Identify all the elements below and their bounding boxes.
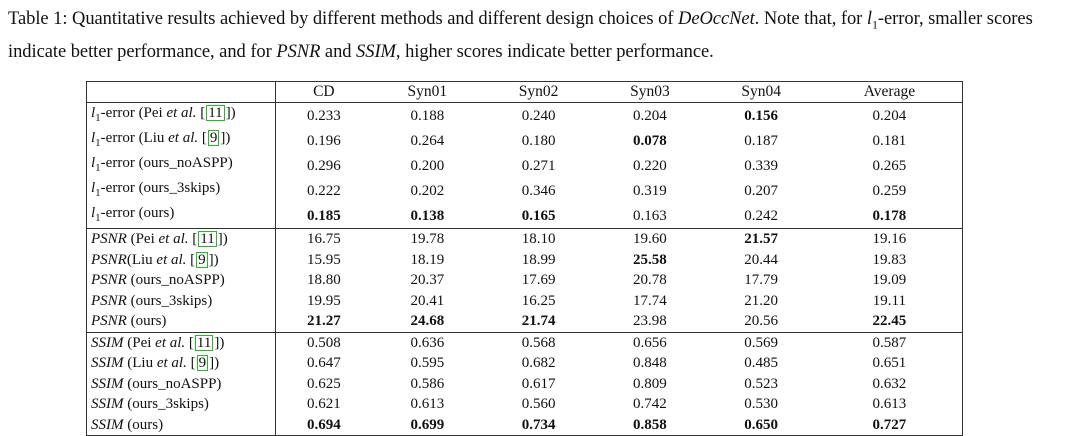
value-cell: 0.809 bbox=[633, 375, 667, 392]
value-cell: 0.259 bbox=[872, 182, 907, 199]
metric-name: SSIM bbox=[91, 334, 124, 351]
method-cell bbox=[87, 415, 276, 436]
method-name: (ours_3skips) bbox=[126, 292, 213, 309]
value-cell: 15.95 bbox=[306, 251, 341, 268]
table-row bbox=[87, 311, 963, 332]
table-row bbox=[87, 153, 963, 178]
value-cell: 0.586 bbox=[410, 375, 445, 392]
citation-link[interactable]: 11 bbox=[196, 334, 212, 351]
value-cell: 0.240 bbox=[483, 103, 594, 129]
method-cell bbox=[87, 374, 276, 395]
value-cell: 0.296 bbox=[306, 157, 341, 174]
value-cell: 0.617 bbox=[521, 375, 556, 392]
value-cell: 0.651 bbox=[872, 355, 907, 372]
caption-text-3: -error, smaller scores indicate better performance, and for bbox=[8, 9, 1033, 62]
value-cell: 0.587 bbox=[817, 332, 963, 353]
value-cell: 0.138 bbox=[410, 207, 445, 224]
citation-open: [ bbox=[198, 130, 207, 146]
method-author: (Pei bbox=[134, 105, 167, 121]
value-cell: 0.699 bbox=[410, 416, 445, 433]
caption-psnr: PSNR bbox=[276, 41, 321, 62]
method-cell bbox=[87, 203, 276, 229]
value-cell: 0.078 bbox=[633, 132, 667, 149]
citation-close: ]) bbox=[225, 105, 236, 121]
value-cell: 0.204 bbox=[594, 103, 705, 129]
metric-suffix: -error bbox=[100, 130, 135, 146]
value-cell: 0.595 bbox=[410, 355, 445, 372]
value-cell: 0.346 bbox=[521, 182, 556, 199]
method-author: (Liu bbox=[134, 130, 169, 146]
metric-name: PSNR bbox=[91, 292, 127, 309]
column-header: Syn01 bbox=[372, 82, 483, 103]
method-cell bbox=[87, 178, 276, 203]
citation-link[interactable]: 9 bbox=[198, 355, 207, 372]
table-header-row bbox=[87, 82, 963, 103]
value-cell: 0.319 bbox=[633, 182, 667, 199]
value-cell: 0.694 bbox=[306, 416, 341, 433]
table-body bbox=[87, 103, 963, 436]
table-row bbox=[87, 270, 963, 291]
value-cell: 0.508 bbox=[276, 332, 372, 353]
method-author: (Pei bbox=[123, 334, 156, 351]
metric-subscript: 1 bbox=[95, 112, 101, 124]
metric-name: l bbox=[91, 180, 96, 196]
method-etal: et al. bbox=[168, 130, 199, 146]
metric-name: l bbox=[91, 155, 96, 171]
metric-name: l bbox=[91, 105, 96, 121]
value-cell: 0.848 bbox=[633, 355, 667, 372]
method-cell bbox=[87, 250, 276, 271]
citation-link[interactable]: 9 bbox=[209, 130, 218, 146]
citation-link[interactable]: 9 bbox=[198, 251, 206, 268]
metric-suffix: -error bbox=[100, 180, 135, 196]
caption-text-2: . Note that, for bbox=[754, 9, 863, 29]
column-header: Average bbox=[817, 82, 963, 103]
metric-suffix: -error bbox=[100, 155, 135, 171]
metric-subscript: 1 bbox=[95, 187, 101, 199]
table-row bbox=[87, 203, 963, 229]
value-cell: 0.207 bbox=[744, 182, 779, 199]
value-cell: 0.682 bbox=[521, 355, 556, 372]
citation-close: ]) bbox=[208, 251, 219, 268]
metric-suffix: -error bbox=[100, 105, 135, 121]
value-cell: 19.78 bbox=[372, 229, 483, 250]
method-cell bbox=[87, 353, 276, 374]
table-row bbox=[87, 229, 963, 250]
value-cell: 0.196 bbox=[306, 132, 341, 149]
method-name: (ours) bbox=[123, 416, 164, 433]
value-cell: 24.68 bbox=[410, 313, 445, 330]
value-cell: 19.60 bbox=[594, 229, 705, 250]
citation-open: [ bbox=[186, 355, 196, 372]
value-cell: 0.233 bbox=[276, 103, 372, 129]
method-cell bbox=[87, 229, 276, 250]
table-row bbox=[87, 353, 963, 374]
value-cell: 22.45 bbox=[872, 313, 907, 330]
citation-open: [ bbox=[186, 251, 196, 268]
value-cell: 18.10 bbox=[483, 229, 594, 250]
value-cell: 0.204 bbox=[817, 103, 963, 129]
value-cell: 19.95 bbox=[306, 292, 341, 309]
value-cell: 0.636 bbox=[372, 332, 483, 353]
method-etal: et al. bbox=[158, 231, 189, 248]
caption-ssim: SSIM bbox=[356, 41, 396, 62]
metric-name: SSIM bbox=[91, 355, 124, 372]
citation-close: ]) bbox=[217, 231, 228, 248]
value-cell: 20.41 bbox=[410, 292, 445, 309]
value-cell: 18.99 bbox=[521, 251, 556, 268]
method-name: (ours_3skips) bbox=[134, 180, 221, 196]
value-cell: 0.271 bbox=[521, 157, 556, 174]
method-name: (ours_noASPP) bbox=[134, 155, 233, 171]
value-cell: 16.25 bbox=[521, 292, 556, 309]
column-header: Syn02 bbox=[483, 82, 594, 103]
table-row bbox=[87, 250, 963, 271]
citation-close: ]) bbox=[214, 334, 225, 351]
method-name: (ours) bbox=[134, 205, 175, 221]
header-corner-cell bbox=[87, 82, 276, 103]
method-cell bbox=[87, 332, 276, 353]
value-cell: 19.11 bbox=[872, 292, 906, 309]
value-cell: 0.613 bbox=[872, 396, 907, 413]
value-cell: 0.625 bbox=[306, 375, 341, 392]
value-cell: 0.242 bbox=[744, 207, 779, 224]
method-cell bbox=[87, 291, 276, 312]
method-etal: et al. bbox=[156, 355, 187, 372]
value-cell: 0.621 bbox=[306, 396, 341, 413]
value-cell: 0.742 bbox=[633, 396, 667, 413]
value-cell: 19.16 bbox=[817, 229, 963, 250]
value-cell: 0.180 bbox=[521, 132, 556, 149]
table-row bbox=[87, 415, 963, 436]
value-cell: 17.79 bbox=[744, 272, 779, 289]
method-etal: et al. bbox=[166, 105, 197, 121]
metric-subscript: 1 bbox=[95, 137, 101, 149]
metric-name: SSIM bbox=[91, 416, 124, 433]
caption-l1-subscript: 1 bbox=[871, 17, 878, 32]
metric-name: l bbox=[91, 130, 96, 146]
value-cell: 0.523 bbox=[744, 375, 779, 392]
caption-method-name: DeOccNet bbox=[678, 9, 755, 29]
column-header: Syn03 bbox=[594, 82, 705, 103]
method-author: (Liu bbox=[126, 251, 157, 268]
value-cell: 0.185 bbox=[306, 207, 341, 224]
value-cell: 0.156 bbox=[706, 103, 817, 129]
table-row bbox=[87, 103, 963, 129]
value-cell: 21.20 bbox=[744, 292, 779, 309]
column-header: Syn04 bbox=[706, 82, 817, 103]
value-cell: 21.74 bbox=[521, 313, 556, 330]
metric-subscript: 1 bbox=[95, 212, 101, 224]
table-row bbox=[87, 291, 963, 312]
results-table bbox=[86, 81, 963, 436]
citation-close: ]) bbox=[209, 355, 220, 372]
value-cell: 0.202 bbox=[410, 182, 445, 199]
value-cell: 21.27 bbox=[306, 313, 341, 330]
value-cell: 0.485 bbox=[744, 355, 779, 372]
metric-subscript: 1 bbox=[95, 162, 101, 174]
value-cell: 20.37 bbox=[410, 272, 445, 289]
column-header: CD bbox=[276, 82, 372, 103]
method-name: (ours) bbox=[126, 313, 167, 330]
value-cell: 0.188 bbox=[372, 103, 483, 129]
value-cell: 0.568 bbox=[483, 332, 594, 353]
value-cell: 0.858 bbox=[633, 416, 667, 433]
caption-text-end: , higher scores indicate better performance. bbox=[395, 41, 714, 62]
table-row bbox=[87, 332, 963, 353]
method-cell bbox=[87, 103, 276, 129]
value-cell: 20.56 bbox=[744, 313, 779, 330]
method-author: (Liu bbox=[123, 355, 157, 372]
value-cell: 20.44 bbox=[744, 251, 779, 268]
value-cell: 0.265 bbox=[872, 157, 907, 174]
metric-name: SSIM bbox=[91, 375, 124, 392]
value-cell: 18.19 bbox=[410, 251, 445, 268]
method-cell bbox=[87, 311, 276, 332]
metric-name: PSNR bbox=[91, 313, 127, 330]
value-cell: 0.200 bbox=[410, 157, 445, 174]
citation-link[interactable]: 11 bbox=[200, 231, 215, 248]
method-cell bbox=[87, 270, 276, 291]
method-name: (ours_3skips) bbox=[123, 396, 209, 413]
value-cell: 0.187 bbox=[744, 132, 779, 149]
value-cell: 0.734 bbox=[521, 416, 556, 433]
value-cell: 0.727 bbox=[872, 416, 907, 433]
value-cell: 0.632 bbox=[872, 375, 907, 392]
value-cell: 0.222 bbox=[306, 182, 341, 199]
value-cell: 0.220 bbox=[633, 157, 667, 174]
value-cell: 0.647 bbox=[306, 355, 341, 372]
value-cell: 0.165 bbox=[521, 207, 556, 224]
table-row bbox=[87, 128, 963, 153]
method-etal: et al. bbox=[156, 251, 187, 268]
value-cell: 0.264 bbox=[410, 132, 445, 149]
value-cell: 25.58 bbox=[633, 251, 667, 268]
value-cell: 21.57 bbox=[706, 229, 817, 250]
method-cell bbox=[87, 128, 276, 153]
metric-name: l bbox=[91, 205, 96, 221]
value-cell: 20.78 bbox=[633, 272, 667, 289]
metric-suffix: -error bbox=[100, 205, 135, 221]
metric-name: SSIM bbox=[91, 396, 124, 413]
method-cell bbox=[87, 153, 276, 178]
value-cell: 0.178 bbox=[872, 207, 907, 224]
metric-name: PSNR bbox=[91, 251, 127, 268]
citation-open: [ bbox=[185, 334, 194, 351]
value-cell: 17.69 bbox=[521, 272, 556, 289]
citation-open: [ bbox=[188, 231, 198, 248]
value-cell: 0.560 bbox=[521, 396, 556, 413]
value-cell: 0.656 bbox=[594, 332, 705, 353]
caption-label: Table 1: bbox=[8, 9, 68, 29]
value-cell: 0.530 bbox=[744, 396, 779, 413]
value-cell: 0.569 bbox=[706, 332, 817, 353]
caption-text-1: Quantitative results achieved by different methods and different design choices of bbox=[72, 9, 674, 29]
citation-link[interactable]: 11 bbox=[208, 105, 223, 121]
value-cell: 23.98 bbox=[633, 313, 667, 330]
table-row bbox=[87, 374, 963, 395]
value-cell: 0.181 bbox=[872, 132, 907, 149]
value-cell: 19.83 bbox=[872, 251, 907, 268]
value-cell: 0.613 bbox=[410, 396, 445, 413]
method-name: (ours_noASPP) bbox=[123, 375, 222, 392]
value-cell: 17.74 bbox=[633, 292, 667, 309]
caption-l1-symbol: l bbox=[866, 9, 872, 29]
table-row bbox=[87, 394, 963, 415]
value-cell: 0.339 bbox=[744, 157, 779, 174]
citation-open: [ bbox=[196, 105, 206, 121]
table-caption bbox=[8, 6, 1074, 66]
value-cell: 19.09 bbox=[872, 272, 907, 289]
value-cell: 18.80 bbox=[306, 272, 341, 289]
metric-name: PSNR bbox=[91, 231, 127, 248]
value-cell: 0.163 bbox=[633, 207, 667, 224]
citation-close: ]) bbox=[220, 130, 231, 146]
metric-name: PSNR bbox=[91, 272, 127, 289]
method-name: (ours_noASPP) bbox=[126, 272, 225, 289]
method-author: (Pei bbox=[126, 231, 159, 248]
method-cell bbox=[87, 394, 276, 415]
method-etal: et al. bbox=[155, 334, 186, 351]
value-cell: 0.650 bbox=[744, 416, 779, 433]
value-cell: 16.75 bbox=[276, 229, 372, 250]
caption-text-and: and bbox=[324, 41, 352, 62]
table-row bbox=[87, 178, 963, 203]
